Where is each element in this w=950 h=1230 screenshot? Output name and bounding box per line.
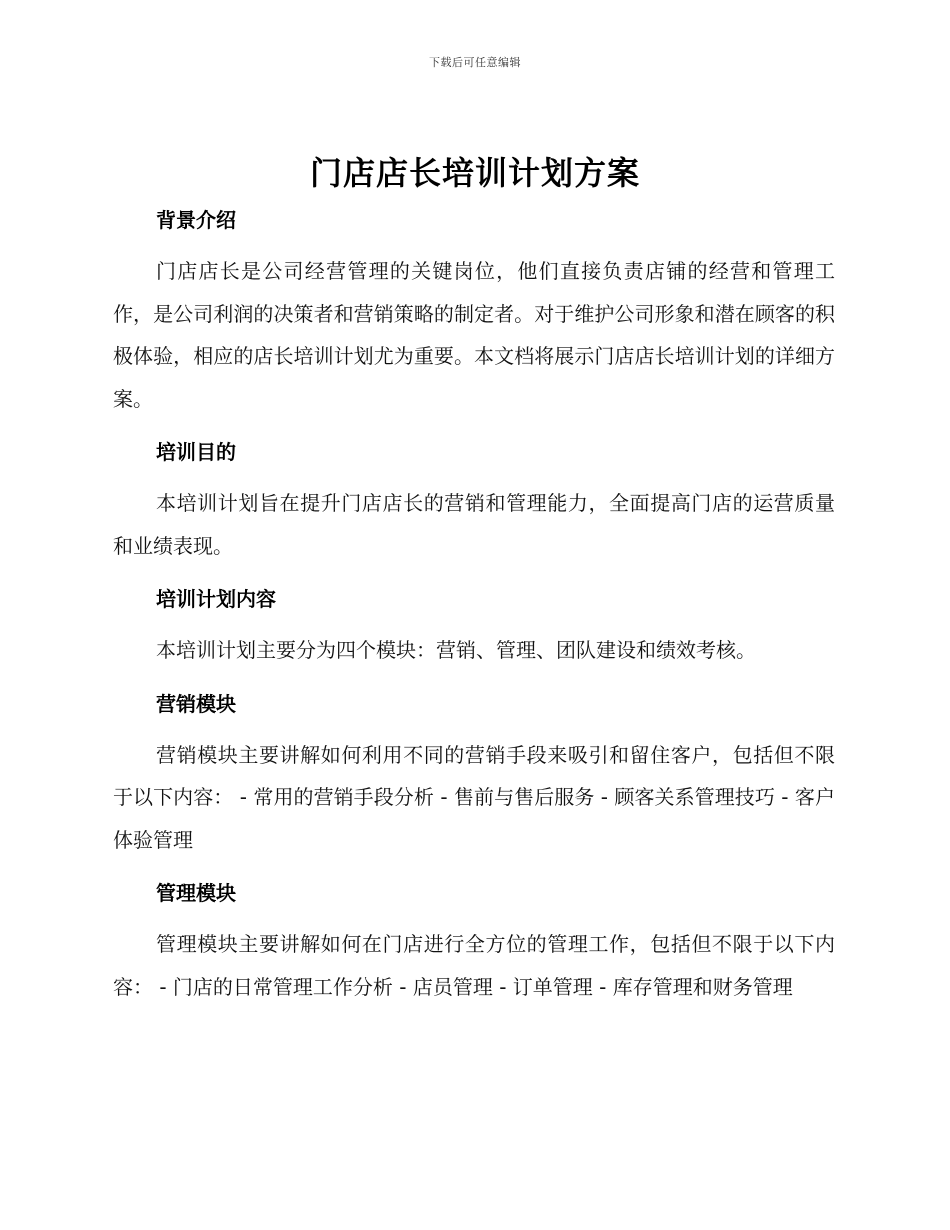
- section-paragraph-purpose: 本培训计划旨在提升门店店长的营销和管理能力，全面提高门店的运营质量和业绩表现。: [113, 491, 835, 558]
- section-heading-content: 培训计划内容: [156, 587, 276, 611]
- document-body: [113, 200, 835, 1008]
- header-note: 下载后可任意编辑: [429, 56, 521, 69]
- section-heading-management: 管理模块: [156, 881, 236, 905]
- section-paragraph-background: 门店店长是公司经营管理的关键岗位，他们直接负责店铺的经营和管理工作，是公司利润的决策者和营销策略的制定者。对于维护公司形象和潜在顾客的积极体验，相应的店长培训计划尤为重要。本文档将展示门店店长培训计划的详细方案。: [113, 259, 835, 411]
- section-heading-purpose: 培训目的: [156, 440, 236, 464]
- document-title: 门店店长培训计划方案: [309, 154, 640, 192]
- section-paragraph-marketing: 营销模块主要讲解如何利用不同的营销手段来吸引和留住客户，包括但不限于以下内容： - 常用的营销手段分析 - 售前与售后服务 - 顾客关系管理技巧 - 客户体验管理: [113, 742, 835, 852]
- section-heading-marketing: 营销模块: [156, 691, 236, 716]
- section-heading-background: 背景介绍: [156, 208, 236, 232]
- section-paragraph-management: 管理模块主要讲解如何在门店进行全方位的管理工作，包括但不限于以下内容： - 门店的日常管理工作分析 - 店员管理 - 订单管理 - 库存管理和财务管理: [113, 932, 835, 999]
- section-paragraph-content: 本培训计划主要分为四个模块：营销、管理、团队建设和绩效考核。: [156, 638, 756, 662]
